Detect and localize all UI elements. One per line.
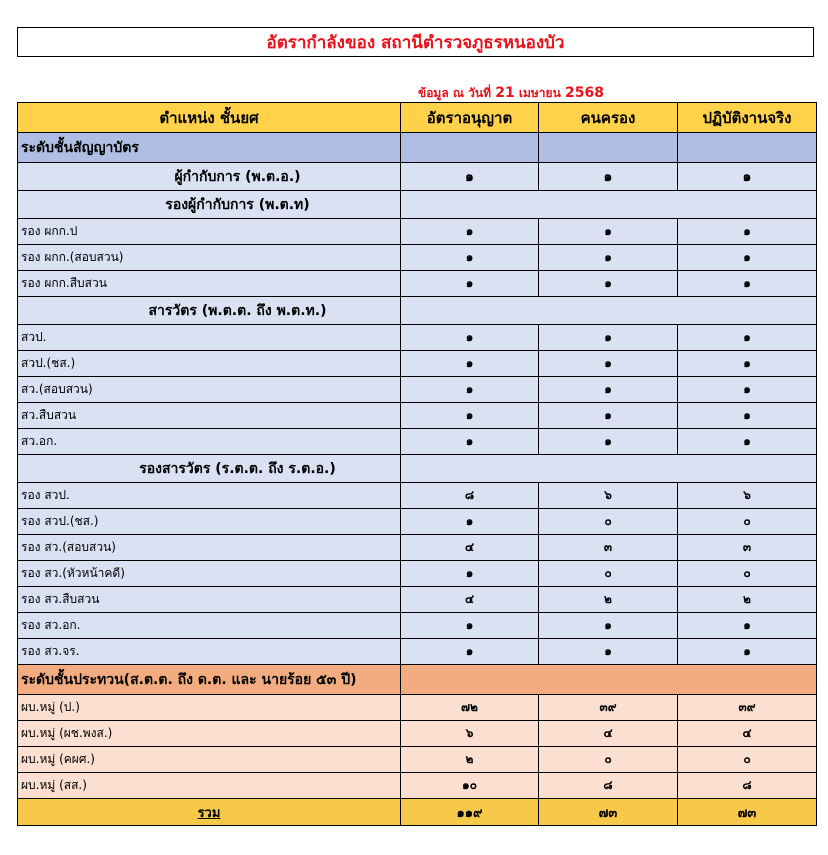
row-allowed: ๑ bbox=[401, 561, 539, 587]
table-row bbox=[18, 351, 817, 377]
table-header bbox=[18, 103, 817, 133]
total-label: รวม bbox=[18, 799, 401, 826]
row-label: ผบ.หมู่ (ป.) bbox=[18, 695, 401, 721]
section-label: ระดับชั้นประทวน(ส.ต.ต. ถึง ด.ต. และ นายร้อย ๕๓ ปี) bbox=[18, 665, 401, 695]
row-actual: ๑ bbox=[678, 271, 817, 297]
table-row bbox=[18, 721, 817, 747]
row-held: ๑ bbox=[539, 429, 678, 455]
table-row bbox=[18, 429, 817, 455]
row-held: ๑ bbox=[539, 639, 678, 665]
row-held: ๑ bbox=[539, 351, 678, 377]
date-day: 21 bbox=[495, 85, 515, 101]
row-label: รอง สว.สืบสวน bbox=[18, 587, 401, 613]
header-actual: ปฏิบัติงานจริง bbox=[678, 103, 817, 133]
total-actual: ๗๓ bbox=[678, 799, 817, 826]
table-row bbox=[18, 773, 817, 799]
row-held: ๓๙ bbox=[539, 695, 678, 721]
row-allowed: ๑ bbox=[401, 271, 539, 297]
row-allowed: ๗๒ bbox=[401, 695, 539, 721]
row-allowed: ๔ bbox=[401, 587, 539, 613]
header-held: คนครอง bbox=[539, 103, 678, 133]
row-label: รอง ผกก.สืบสวน bbox=[18, 271, 401, 297]
total-held: ๗๓ bbox=[539, 799, 678, 826]
date-month: เมษายน bbox=[518, 86, 561, 100]
page-title: อัตรากำลังของ สถานีตำรวจภูธรหนองบัว bbox=[266, 32, 565, 53]
table-row bbox=[18, 163, 817, 191]
row-allowed: ๖ bbox=[401, 721, 539, 747]
row-held: ๑ bbox=[539, 271, 678, 297]
row-actual: ๘ bbox=[678, 773, 817, 799]
row-label: สว.สืบสวน bbox=[18, 403, 401, 429]
table-row bbox=[18, 613, 817, 639]
row-label: รองสารวัตร (ร.ต.ต. ถึง ร.ต.อ.) bbox=[18, 455, 401, 483]
row-held: ๐ bbox=[539, 509, 678, 535]
row-allowed: ๑ bbox=[401, 351, 539, 377]
row-actual: ๑ bbox=[678, 429, 817, 455]
row-label: สว.(สอบสวน) bbox=[18, 377, 401, 403]
row-label: รอง ผกก.ป bbox=[18, 219, 401, 245]
table-row bbox=[18, 483, 817, 509]
row-label: สวป. bbox=[18, 325, 401, 351]
row-actual: ๑ bbox=[678, 403, 817, 429]
row-actual: ๖ bbox=[678, 483, 817, 509]
row-actual: ๑ bbox=[678, 325, 817, 351]
row-label: ผบ.หมู่ (ผช.พงส.) bbox=[18, 721, 401, 747]
row-actual: ๑ bbox=[678, 163, 817, 191]
row-actual: ๔ bbox=[678, 721, 817, 747]
row-allowed: ๑ bbox=[401, 613, 539, 639]
row-label: รอง สว.(สอบสวน) bbox=[18, 535, 401, 561]
row-allowed: ๑ bbox=[401, 245, 539, 271]
row-held: ๖ bbox=[539, 483, 678, 509]
row-allowed: ๘ bbox=[401, 483, 539, 509]
date-prefix: ข้อมูล ณ วันที่ bbox=[418, 86, 492, 100]
row-actual: ๑ bbox=[678, 245, 817, 271]
row-allowed: ๑ bbox=[401, 325, 539, 351]
row-actual: ๑ bbox=[678, 351, 817, 377]
row-allowed: ๑ bbox=[401, 403, 539, 429]
row-held: ๘ bbox=[539, 773, 678, 799]
section-commissioned bbox=[18, 133, 817, 163]
row-actual: ๑ bbox=[678, 639, 817, 665]
table-row bbox=[18, 587, 817, 613]
row-label: สารวัตร (พ.ต.ต. ถึง พ.ต.ท.) bbox=[18, 297, 401, 325]
row-label: รอง สว.อก. bbox=[18, 613, 401, 639]
row-actual: ๐ bbox=[678, 561, 817, 587]
row-actual: ๐ bbox=[678, 747, 817, 773]
row-allowed: ๑ bbox=[401, 509, 539, 535]
row-held: ๓ bbox=[539, 535, 678, 561]
row-actual: ๑ bbox=[678, 219, 817, 245]
row-held: ๑ bbox=[539, 245, 678, 271]
row-actual: ๑ bbox=[678, 377, 817, 403]
row-allowed: ๑๐ bbox=[401, 773, 539, 799]
row-allowed: ๑ bbox=[401, 429, 539, 455]
row-allowed: ๑ bbox=[401, 639, 539, 665]
table-row bbox=[18, 377, 817, 403]
row-allowed: ๑ bbox=[401, 163, 539, 191]
row-held: ๐ bbox=[539, 747, 678, 773]
table-row bbox=[18, 245, 817, 271]
header-position: ตำแหน่ง ชั้นยศ bbox=[18, 103, 401, 133]
row-allowed: ๔ bbox=[401, 535, 539, 561]
date-year: 2568 bbox=[564, 85, 604, 101]
row-held: ๑ bbox=[539, 377, 678, 403]
table-row bbox=[18, 509, 817, 535]
total-row bbox=[18, 799, 817, 826]
row-held: ๑ bbox=[539, 325, 678, 351]
row-label: รอง สว.จร. bbox=[18, 639, 401, 665]
row-label: ผู้กำกับการ (พ.ต.อ.) bbox=[18, 163, 401, 191]
row-allowed: ๒ bbox=[401, 747, 539, 773]
row-label: รองผู้กำกับการ (พ.ต.ท) bbox=[18, 191, 401, 219]
table-row bbox=[18, 325, 817, 351]
row-label: ผบ.หมู่ (คผศ.) bbox=[18, 747, 401, 773]
table-row bbox=[18, 535, 817, 561]
row-held: ๐ bbox=[539, 561, 678, 587]
row-allowed: ๑ bbox=[401, 377, 539, 403]
table-row bbox=[18, 271, 817, 297]
row-held: ๑ bbox=[539, 163, 678, 191]
manpower-table bbox=[17, 102, 817, 826]
subsection-header bbox=[18, 191, 817, 219]
row-held: ๑ bbox=[539, 403, 678, 429]
data-date bbox=[418, 84, 604, 103]
row-held: ๑ bbox=[539, 613, 678, 639]
subsection-header bbox=[18, 297, 817, 325]
row-label: สวป.(ชส.) bbox=[18, 351, 401, 377]
section-label: ระดับชั้นสัญญาบัตร bbox=[18, 133, 401, 163]
row-actual: ๐ bbox=[678, 509, 817, 535]
table-row bbox=[18, 403, 817, 429]
table-row bbox=[18, 219, 817, 245]
row-label: รอง สว.(หัวหน้าคดี) bbox=[18, 561, 401, 587]
row-label: ผบ.หมู่ (สส.) bbox=[18, 773, 401, 799]
table-row bbox=[18, 639, 817, 665]
row-held: ๔ bbox=[539, 721, 678, 747]
title-box bbox=[17, 27, 814, 57]
subsection-header bbox=[18, 455, 817, 483]
row-actual: ๑ bbox=[678, 613, 817, 639]
row-actual: ๓ bbox=[678, 535, 817, 561]
row-held: ๒ bbox=[539, 587, 678, 613]
table-row bbox=[18, 695, 817, 721]
row-actual: ๒ bbox=[678, 587, 817, 613]
table-row bbox=[18, 747, 817, 773]
section-non-commissioned bbox=[18, 665, 817, 695]
row-actual: ๓๙ bbox=[678, 695, 817, 721]
row-label: รอง สวป. bbox=[18, 483, 401, 509]
table-row bbox=[18, 561, 817, 587]
header-allowed: อัตราอนุญาต bbox=[401, 103, 539, 133]
total-allowed: ๑๑๙ bbox=[401, 799, 539, 826]
row-held: ๑ bbox=[539, 219, 678, 245]
row-label: รอง ผกก.(สอบสวน) bbox=[18, 245, 401, 271]
row-allowed: ๑ bbox=[401, 219, 539, 245]
row-label: สว.อก. bbox=[18, 429, 401, 455]
row-label: รอง สวป.(ชส.) bbox=[18, 509, 401, 535]
